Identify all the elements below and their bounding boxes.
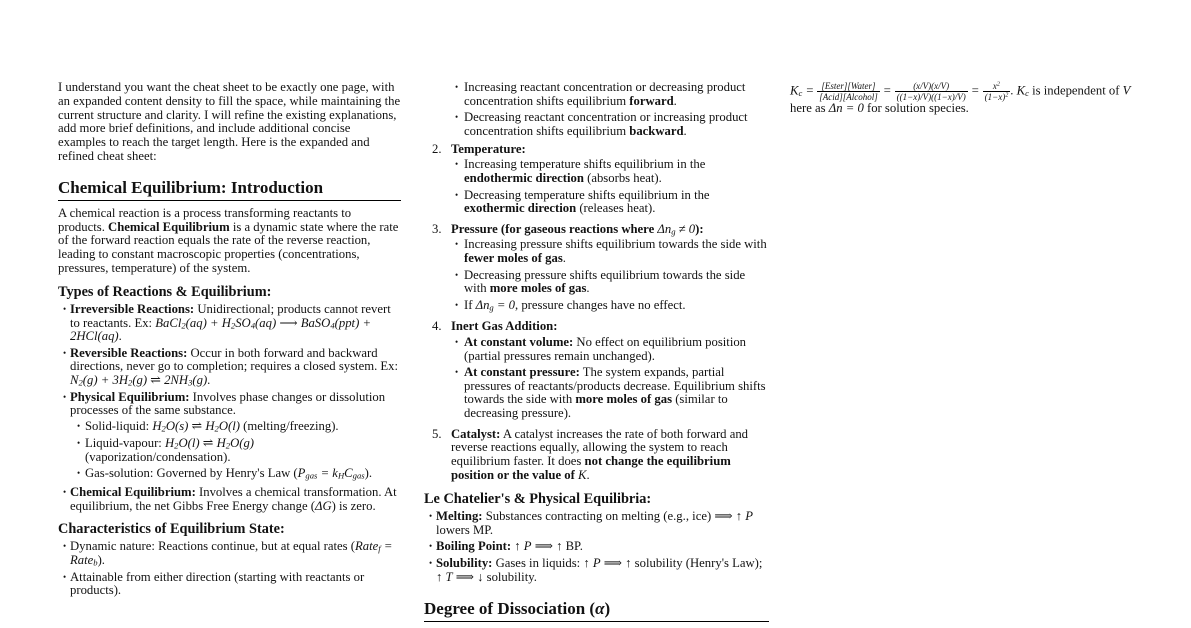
text-run: not change the equilibrium position or the value of [451, 454, 731, 482]
list-item [451, 158, 769, 186]
text-run: Decreasing pressure shifts equilibrium towards the side with [464, 267, 746, 296]
list-item [70, 420, 401, 435]
math-text: (aq) ⟶ BaSO [255, 315, 331, 330]
math-text: (x/V)(x/V) [913, 81, 950, 91]
list-item-text [70, 486, 401, 514]
list-item-text [464, 189, 769, 217]
math-text: [Acid][Alcohol] [819, 92, 878, 103]
math-text: = [879, 83, 895, 98]
list-item-text [436, 510, 769, 538]
text-run: lowers MP. [436, 522, 494, 537]
list-item-text [436, 540, 769, 555]
fraction-numerator [817, 81, 880, 92]
math-text: 2 [996, 81, 1000, 88]
bullet-icon [455, 269, 464, 297]
bullet-icon [429, 557, 436, 585]
math-text: (aq) + H [185, 315, 231, 330]
text-run: ⟹ ↓ solubility. [452, 569, 537, 584]
text-run: I understand you want the cheat sheet to be exactly one page, with an expanded content density to fill the space, while maintaining the current structure and clarity. I will refine the existing explanations, add more brief definitions, and include additional concise examples to reach the target length. Here is the expanded and refined cheat sheet: [58, 80, 401, 163]
text-run: (releases heat). [576, 201, 656, 216]
item-number: 4. [432, 318, 442, 333]
math-text: ((1−x)/V)((1−x)/V) [896, 92, 966, 103]
text-run: Unidirectional; products cannot revert to reactants. Ex: [70, 301, 391, 330]
math-text: P [592, 556, 601, 571]
math-text: O(g) [230, 435, 255, 450]
list-item [424, 510, 769, 538]
numbered-item [424, 143, 769, 219]
math-text: P [523, 538, 532, 553]
text-run: Gas-solution: Governed by Henry's Law ( [85, 465, 298, 480]
text-run: . [207, 373, 211, 388]
fraction [895, 81, 968, 102]
text-run: ): [695, 221, 704, 236]
text-run: . [586, 281, 590, 296]
math-text: ≠ 0 [675, 221, 696, 236]
list-item-text [70, 540, 401, 568]
text-run: ) is zero. [331, 498, 376, 513]
text-run: here as [790, 101, 829, 116]
item-number: 5. [432, 426, 442, 441]
text-run: ↑ [511, 538, 524, 553]
math-text: = [802, 83, 818, 98]
fraction-numerator [895, 81, 968, 92]
math-text: O(l) [218, 419, 240, 434]
bullet-icon [63, 391, 70, 484]
text-run: backward [629, 123, 684, 138]
bullet-list [451, 158, 769, 216]
math-text: g [489, 302, 494, 313]
subsection-heading [58, 521, 401, 537]
list-item-text [70, 347, 401, 388]
math-text: 2 [214, 423, 219, 434]
math-text: (g) + 3H [82, 373, 128, 388]
math-text: (g) [192, 373, 208, 388]
math-text: 2 [230, 320, 236, 331]
math-text: α [595, 598, 605, 618]
text-run: Degree of Dissociation ( [424, 598, 596, 618]
numbered-item [424, 428, 769, 483]
text-run: (similar to decreasing pressure). [464, 392, 728, 421]
math-text: gas [352, 470, 365, 481]
text-run: Boiling Point: [436, 538, 512, 553]
text-run: No effect on equilibrium position (partial pressures remain unchanged). [464, 334, 747, 363]
list-item [70, 467, 401, 482]
text-run: Pressure (for gaseous reactions where [451, 221, 658, 236]
item-content [451, 223, 769, 316]
numbered-item [424, 223, 769, 316]
item-number: 3. [432, 221, 442, 236]
bullet-icon [77, 420, 85, 435]
text-run: Chemical Equilibrium [108, 219, 230, 234]
math-text: BaCl [155, 315, 182, 330]
math-text: gas [305, 470, 318, 481]
math-text: 2 [161, 423, 166, 434]
text-run: Types of Reactions & Equilibrium: [58, 283, 272, 300]
list-item-text [464, 336, 769, 364]
paragraph [58, 81, 401, 164]
math-text: Rate [355, 539, 379, 554]
text-run: Temperature: [451, 141, 526, 156]
math-text: Δn [475, 297, 490, 312]
paragraph [58, 207, 401, 276]
math-text: SO [235, 315, 251, 330]
text-run: is independent of [1028, 83, 1123, 98]
math-text: K [790, 83, 799, 98]
math-text: Δn [828, 101, 843, 116]
list-item [58, 303, 401, 344]
bullet-icon [429, 510, 436, 538]
list-item-text [85, 437, 401, 465]
text-run: Increasing temperature shifts equilibrium in the [464, 157, 706, 172]
list-item-text [70, 391, 401, 484]
text-run: more moles of gas [575, 392, 673, 407]
list-item [70, 437, 401, 465]
text-run: . [562, 251, 566, 266]
list-item [58, 391, 401, 484]
text-run: Involves phase changes or dissolution processes of the same substance. [70, 389, 386, 418]
text-run: If [464, 297, 476, 312]
list-item [424, 540, 769, 555]
fraction [817, 81, 880, 102]
text-run: Substances contracting on melting (e.g., ice) ⟹ ↑ [482, 508, 746, 523]
column-left [58, 81, 401, 601]
bullet-icon [455, 81, 464, 109]
bullet-icon [455, 336, 464, 364]
text-run: Decreasing temperature shifts equilibrium in the [464, 187, 710, 202]
section-heading [58, 178, 401, 201]
bullet-icon [63, 303, 70, 344]
math-text: O(l) ⇌ H [178, 435, 226, 450]
text-run: ). [97, 553, 105, 568]
text-run: Decreasing reactant concentration or increasing product concentration shifts equilibrium [464, 110, 748, 138]
math-text: (g) ⇌ 2NH [132, 373, 189, 388]
bullet-list [451, 336, 769, 421]
math-text: c [1025, 88, 1029, 99]
list-item [424, 81, 769, 109]
text-run: At constant volume: [464, 334, 574, 349]
bullet-icon [455, 158, 464, 186]
list-item-text [464, 158, 769, 186]
text-run: (absorbs heat). [583, 171, 662, 186]
math-text: [Ester][Water] [821, 81, 876, 91]
text-run: ). [364, 465, 373, 480]
text-run: exothermic direction [464, 201, 577, 216]
text-run: . [586, 467, 590, 482]
text-run: Dynamic nature: Reactions continue, but at equal rates ( [70, 539, 356, 554]
bullet-list [58, 303, 401, 514]
list-item-text [464, 299, 769, 314]
text-run: for solution species. [863, 101, 969, 116]
math-text: 2 [78, 377, 83, 388]
text-run: , pressure changes have no effect. [514, 297, 686, 312]
math-text: (1−x) [984, 92, 1006, 103]
text-run: Chemical Equilibrium: Introduction [58, 177, 324, 197]
item-content [451, 143, 769, 219]
text-run: A catalyst increases the rate of both forward and reverse reactions equally, allowing the system to reach equilibrium faster. It does [451, 426, 749, 469]
text-run: is a dynamic state where the rate of the forward reaction equals the rate of the reverse reaction, leading to constant macroscopic properties (concentrations, pressures, temperature) of the system. [58, 219, 399, 275]
text-run: Reversible Reactions: [70, 345, 188, 360]
fraction-numerator [983, 81, 1011, 92]
math-text: O(s) ⇌ H [165, 419, 215, 434]
text-run: Catalyst: [451, 426, 501, 441]
section-heading [424, 599, 769, 622]
text-run: Inert Gas Addition: [451, 318, 558, 333]
list-item [58, 347, 401, 388]
text-run: Gases in liquids: ↑ [492, 556, 593, 571]
list-item-text [70, 571, 401, 599]
math-text: = 0 [842, 101, 864, 116]
text-run: ) [604, 598, 611, 618]
numbered-list [424, 143, 769, 483]
math-text: H [152, 419, 162, 434]
text-run: Increasing pressure shifts equilibrium towards the side with [464, 237, 767, 252]
list-item-text [436, 557, 769, 585]
math-text: K [1016, 83, 1026, 98]
math-text: 2 [1005, 92, 1009, 99]
bullet-icon [77, 437, 85, 465]
text-run: Le Chatelier's & Physical Equilibria: [424, 490, 652, 507]
item-content [451, 320, 769, 424]
list-item-text [464, 111, 769, 139]
text-run: more moles of gas [489, 281, 587, 296]
list-item [451, 269, 769, 297]
text-run: Characteristics of Equilibrium State: [58, 521, 285, 538]
list-item-text [70, 303, 401, 344]
math-text: 4 [330, 320, 335, 331]
math-text: K [578, 467, 587, 482]
math-text: P [745, 508, 753, 523]
math-text: H [165, 435, 175, 450]
bullet-icon [63, 571, 70, 599]
fraction [983, 81, 1011, 102]
text-run: Occur in both forward and backward directions, never go to completion; requires a closed system. Ex: [70, 345, 399, 374]
text-run: Irreversible Reactions: [70, 301, 195, 316]
bullet-icon [63, 486, 70, 514]
math-text: (ppt) + 2HCl(aq) [70, 315, 372, 344]
text-run: ⟹ ↑ solubility (Henry's Law); ↑ [436, 556, 763, 584]
list-item-text [464, 81, 769, 109]
list-item-text [85, 467, 401, 482]
bullet-icon [455, 189, 464, 217]
bullet-list [424, 510, 769, 585]
math-text: = 0 [493, 297, 515, 312]
list-item [451, 238, 769, 266]
bullet-list [451, 238, 769, 313]
text-run: Chemical Equilibrium: [70, 484, 196, 499]
bullet-icon [455, 299, 464, 314]
text-run: forward [629, 93, 674, 108]
text-run: The system expands, partial pressures of reactants/products decrease. Equilibrium shifts towards the side with [464, 364, 766, 407]
math-text: 2 [128, 377, 133, 388]
math-text: 2 [225, 440, 231, 451]
list-item [424, 557, 769, 585]
math-text: 3 [188, 377, 193, 388]
text-run: A chemical reaction is a process transforming reactants to products. [58, 205, 352, 234]
math-text: c [798, 88, 803, 99]
bullet-icon [63, 347, 70, 388]
text-run: . [673, 93, 677, 108]
math-text: Δn [657, 221, 672, 236]
text-run: Increasing reactant concentration or decreasing product concentration shifts equilibrium [464, 80, 746, 108]
item-content [451, 428, 769, 483]
list-item [58, 571, 401, 599]
math-text: ΔG [315, 498, 332, 513]
math-text: = k [317, 465, 338, 480]
list-item [58, 486, 401, 514]
math-text: T [445, 569, 453, 584]
subsection-heading [424, 491, 769, 507]
text-run: . [118, 329, 122, 344]
bullet-list [58, 540, 401, 598]
item-number: 2. [432, 141, 442, 156]
list-item [451, 366, 769, 421]
text-run: Attainable from either direction (starting with reactants or products). [70, 569, 365, 598]
list-item [424, 111, 769, 139]
fraction-denominator [983, 92, 1011, 102]
text-run: Physical Equilibrium: [70, 389, 190, 404]
math-text: P [297, 465, 306, 480]
text-run: . [1010, 83, 1017, 98]
math-text: 2 [181, 320, 186, 331]
math-text: g [671, 226, 676, 237]
list-item-text [464, 238, 769, 266]
text-run: (vaporization/condensation). [85, 449, 231, 464]
text-run: Melting: [436, 508, 483, 523]
list-item [451, 336, 769, 364]
text-run: Involves a chemical transformation. At equilibrium, the net Gibbs Free Energy change ( [70, 484, 397, 513]
bullet-icon [455, 366, 464, 421]
bullet-icon [455, 238, 464, 266]
list-item-text [85, 420, 401, 435]
text-run: fewer moles of gas [464, 251, 563, 266]
math-text: b [93, 557, 98, 568]
bullet-icon [455, 111, 464, 139]
math-text: x [992, 81, 997, 91]
list-item-text [464, 366, 769, 421]
math-text: C [344, 465, 353, 480]
math-text: 4 [250, 320, 256, 331]
text-run: endothermic direction [464, 171, 584, 186]
text-run: Solid-liquid: [85, 419, 153, 434]
math-text: 2 [174, 440, 179, 451]
text-run: ⟹ ↑ BP. [531, 538, 583, 553]
math-text: = Rate [70, 539, 393, 568]
text-run: At constant pressure: [464, 364, 580, 379]
numbered-item [424, 320, 769, 424]
math-text: V [1122, 83, 1131, 98]
list-item [58, 540, 401, 568]
bullet-icon [429, 540, 436, 555]
list-item [451, 189, 769, 217]
column-right [790, 81, 1136, 121]
text-run: . [683, 123, 687, 138]
bullet-list [70, 420, 401, 481]
text-run: (melting/freezing). [239, 419, 339, 434]
text-run: Solubility: [436, 556, 493, 571]
math-text: = [967, 83, 983, 98]
text-run: Liquid-vapour: [85, 435, 165, 450]
bullet-list [424, 81, 769, 139]
column-middle [424, 81, 769, 628]
math-text: N [70, 373, 79, 388]
paragraph [790, 81, 1136, 116]
bullet-icon [77, 467, 85, 482]
bullet-icon [63, 540, 70, 568]
subsection-heading [58, 284, 401, 300]
list-item-text [464, 269, 769, 297]
math-text: f [378, 543, 381, 554]
list-item [451, 299, 769, 314]
math-text: H [337, 470, 345, 481]
